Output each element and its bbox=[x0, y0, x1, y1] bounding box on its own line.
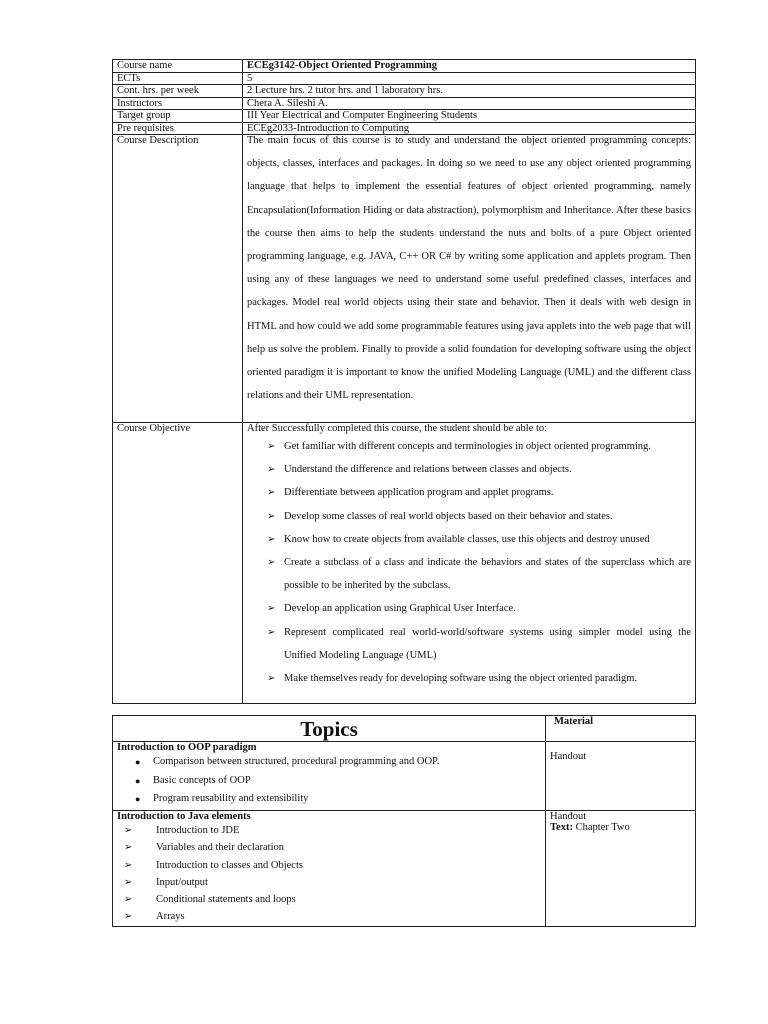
arrow-bullet-icon: ➢ bbox=[267, 557, 276, 569]
arrow-bullet-icon: ➢ bbox=[267, 487, 276, 499]
arrow-bullet-icon: ➢ bbox=[267, 464, 276, 476]
label-prerequisites: Pre requisites bbox=[113, 122, 243, 135]
objective-item-text: Differentiate between application program and applet programs. bbox=[284, 487, 554, 499]
topic-row-oop-paradigm bbox=[113, 742, 696, 811]
topic-item-text: Variables and their declaration bbox=[156, 842, 284, 854]
row-instructors bbox=[113, 97, 696, 110]
arrow-bullet-icon: ➢ bbox=[267, 441, 276, 452]
objective-item bbox=[267, 551, 691, 597]
arrow-bullet-icon: ➢ bbox=[267, 626, 276, 638]
objective-item bbox=[267, 505, 691, 528]
value-course-name: ECEg3142-Object Oriented Programming bbox=[243, 60, 696, 73]
topics-header-row bbox=[113, 716, 696, 742]
label-instructors: Instructors bbox=[113, 97, 243, 110]
objective-list bbox=[247, 435, 691, 690]
topic-item-text: Program reusability and extensibility bbox=[153, 793, 309, 804]
arrow-bullet-icon: ➢ bbox=[124, 859, 133, 871]
arrow-bullet-icon: ➢ bbox=[124, 911, 133, 923]
label-course-description: Course Description bbox=[113, 135, 243, 423]
topic-item-list bbox=[117, 822, 541, 926]
material-cell bbox=[546, 742, 696, 811]
objective-intro: After Successfully completed this course, the student should be able to: bbox=[247, 423, 548, 434]
topic-item-text: Conditional statements and loops bbox=[156, 894, 296, 906]
objective-item-text: Understand the difference and relations between classes and objects. bbox=[284, 464, 572, 476]
objective-item bbox=[267, 458, 691, 481]
arrow-bullet-icon: ➢ bbox=[124, 825, 133, 836]
bullet-icon: ● bbox=[135, 775, 141, 786]
row-contact-hours bbox=[113, 85, 696, 98]
label-course-objective: Course Objective bbox=[113, 423, 243, 704]
topic-item bbox=[120, 839, 541, 856]
course-description-text: The main focus of this course is to study and understand the object oriented programming concepts: objects, classes, interfaces and packages. In doing so we need to use any object oriented programming language that helps to implement the essential features of object oriented programming, namely Encapsulation(Information Hiding or data abstraction), polymorphism and Inheritance. After these basics the course then aims to help the students understand the nuts and bolts of a pure Object oriented programming language, e.g. JAVA, C++ OR C# by writing some application and applets program. Then using any of these languages we need to understand some useful predefined classes, interfaces and packages. Model real world objects using their state and behavior. Then it deals with web design in HTML and how could we add some programmable features using java applets into the web page that will help us solve the problem. Finally to provide a solid foundation for developing software using the object oriented paradigm it is important to know the unified Modeling Language (UML) and the different class relations and their UML representation. bbox=[247, 135, 691, 402]
material-cell bbox=[546, 811, 696, 927]
value-prerequisites: ECEg2033-Introduction to Computing bbox=[243, 122, 696, 135]
text-value: Chapter Two bbox=[572, 822, 630, 833]
row-ects bbox=[113, 72, 696, 85]
bullet-icon: ● bbox=[135, 794, 141, 804]
arrow-bullet-icon: ➢ bbox=[267, 533, 276, 545]
topics-table bbox=[112, 715, 696, 927]
topics-heading-cell bbox=[113, 716, 546, 742]
label-target-group: Target group bbox=[113, 110, 243, 123]
topic-item bbox=[120, 822, 541, 839]
label-course-name: Course name bbox=[113, 60, 243, 73]
label-ects: ECTs bbox=[113, 72, 243, 85]
text-label: Text: bbox=[550, 822, 573, 833]
text-reference bbox=[550, 822, 691, 834]
topic-item bbox=[120, 891, 541, 908]
objective-item bbox=[267, 481, 691, 504]
course-objective-cell bbox=[243, 423, 696, 704]
objective-item-text: Develop some classes of real world objects based on their behavior and states. bbox=[284, 510, 613, 522]
topic-item bbox=[135, 753, 541, 772]
objective-item bbox=[267, 528, 691, 551]
arrow-bullet-icon: ➢ bbox=[124, 894, 133, 906]
value-contact-hours: 2 Lecture hrs. 2 tutor hrs. and 1 laboratory hrs. bbox=[243, 85, 696, 98]
topic-item bbox=[120, 908, 541, 925]
topic-cell bbox=[113, 811, 546, 927]
topic-item bbox=[120, 857, 541, 874]
topic-item-list bbox=[117, 753, 541, 809]
objective-item bbox=[267, 621, 691, 667]
value-target-group: III Year Electrical and Computer Engineering Students bbox=[243, 110, 696, 123]
topic-row-java-elements bbox=[113, 811, 696, 927]
material-heading-cell bbox=[546, 716, 696, 742]
course-description-cell bbox=[243, 135, 696, 423]
topic-item-text: Input/output bbox=[156, 876, 208, 888]
topic-section-title: Introduction to Java elements bbox=[117, 811, 251, 822]
arrow-bullet-icon: ➢ bbox=[124, 842, 133, 854]
value-ects: 5 bbox=[243, 72, 696, 85]
row-course-objective bbox=[113, 423, 696, 704]
arrow-bullet-icon: ➢ bbox=[267, 510, 276, 522]
material-text: Handout bbox=[550, 811, 587, 822]
topic-item-text: Comparison between structured, procedural programming and OOP. bbox=[153, 756, 440, 767]
topic-cell bbox=[113, 742, 546, 811]
objective-item-text: Know how to create objects from available classes, use this objects and destroy unused bbox=[284, 533, 650, 545]
bullet-icon: ● bbox=[135, 757, 141, 767]
arrow-bullet-icon: ➢ bbox=[124, 876, 133, 888]
topics-heading: Topics bbox=[300, 717, 358, 741]
objective-item bbox=[267, 435, 691, 458]
topic-section-title: Introduction to OOP paradigm bbox=[117, 742, 257, 753]
objective-item-text: Develop an application using Graphical User Interface. bbox=[284, 603, 516, 615]
topic-item bbox=[135, 772, 541, 791]
row-course-name bbox=[113, 60, 696, 73]
objective-item bbox=[267, 667, 691, 690]
row-course-description bbox=[113, 135, 696, 423]
objective-item-text: Get familiar with different concepts and terminologies in object oriented programming. bbox=[284, 441, 651, 452]
topic-item bbox=[135, 790, 541, 809]
topic-item bbox=[120, 874, 541, 891]
topic-item-text: Arrays bbox=[156, 911, 185, 923]
arrow-bullet-icon: ➢ bbox=[267, 603, 276, 615]
objective-item-text: Make themselves ready for developing software using the object oriented paradigm. bbox=[284, 673, 638, 685]
topic-item-text: Basic concepts of OOP bbox=[153, 774, 251, 786]
topic-item-text: Introduction to classes and Objects bbox=[156, 859, 303, 871]
topic-item-text: Introduction to JDE bbox=[156, 825, 240, 836]
objective-item-text: Create a subclass of a class and indicate the behaviors and states of the superclass which are possible to be inherited by the subclass. bbox=[284, 557, 691, 592]
value-instructors: Chera A. Sileshi A. bbox=[243, 97, 696, 110]
row-target-group bbox=[113, 110, 696, 123]
course-info-table bbox=[112, 59, 696, 704]
label-contact-hours: Cont. hrs. per week bbox=[113, 85, 243, 98]
material-heading: Material bbox=[554, 716, 594, 727]
material-text: Handout bbox=[550, 751, 587, 762]
objective-item bbox=[267, 597, 691, 620]
objective-item-text: Represent complicated real world-world/software systems using simpler model using the Unified Modeling Language (UML) bbox=[284, 626, 691, 661]
arrow-bullet-icon: ➢ bbox=[267, 673, 276, 685]
